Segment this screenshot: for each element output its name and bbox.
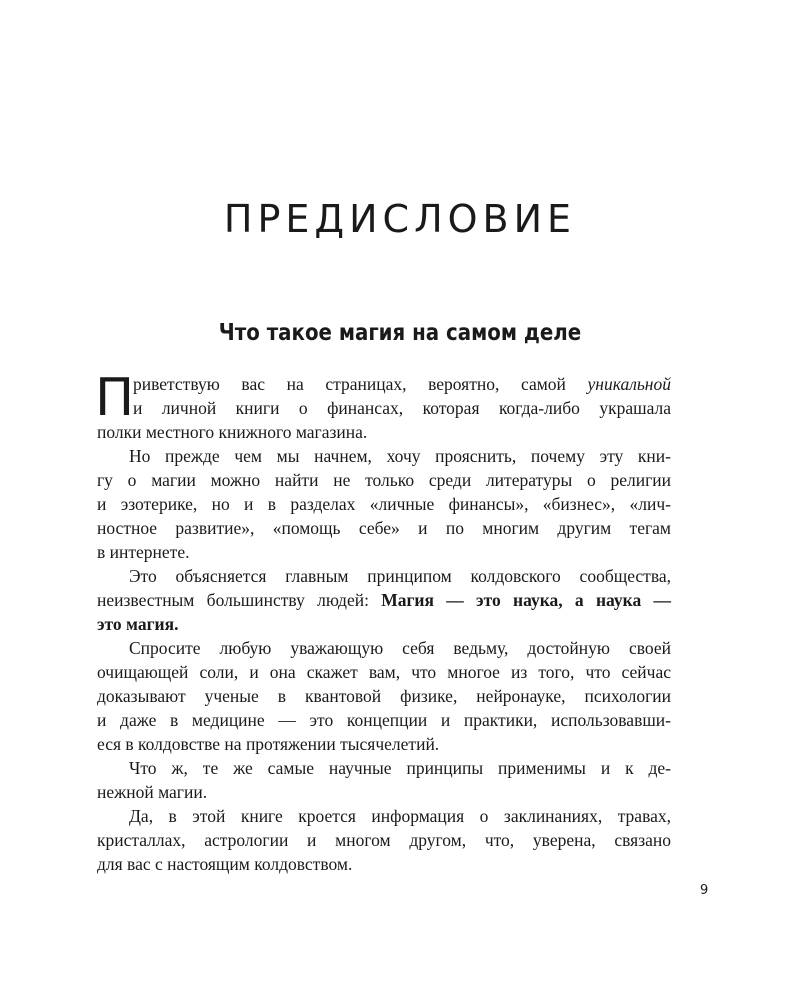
paragraph-1-line-1: риветствую вас на страницах, вероятно, самой уникальной [133,374,671,394]
paragraph-3-line-2: неизвестным большинству людей: Магия — это наука, а наука — [97,590,671,610]
bold-statement-end: это магия. [97,614,179,634]
section-title: Что такое магия на самом деле [218,320,582,346]
page-number: 9 [700,883,709,898]
paragraph-6-line-2: кристаллах, астрологии и многом другом, что, уверена, связано [97,830,671,850]
paragraph-1-line-3: полки местного книжного магазина. [97,422,368,442]
paragraph-2-line-4: ностное развитие», «помощь себе» и по многим другим тегам [97,518,671,538]
paragraph-2-line-5: в интернете. [97,542,190,562]
paragraph-4-line-3: доказывают ученые в квантовой физике, нейронауке, психологии [97,686,671,706]
paragraph-4-line-5: еся в колдовстве на протяжении тысячелетий. [97,734,440,754]
paragraph-2-line-1: Но прежде чем мы начнем, хочу прояснить, почему эту кни- [129,446,671,466]
chapter-title: ПРЕДИСЛОВИЕ [223,197,577,241]
paragraph-4-line-1: Спросите любую уважающую себя ведьму, достойную своей [129,638,671,658]
paragraph-4-line-4: и даже в медицине — это концепции и практики, использовавши- [97,710,671,730]
paragraph-2-line-3: и эзотерике, но и в разделах «личные финансы», «бизнес», «лич- [97,494,671,514]
paragraph-3-line-1: Это объясняется главным принципом колдовского сообщества, [129,566,671,586]
paragraph-5-line-2: нежной магии. [97,782,208,802]
paragraph-5-line-1: Что ж, те же самые научные принципы применимы и к де- [129,758,671,778]
emphasis-unique: уникальной [587,374,671,394]
paragraph-2-line-2: гу о магии можно найти не только среди литературы о религии [97,470,671,490]
bold-statement: Магия — это наука, а наука — [381,590,671,610]
paragraph-3-line-3 [97,612,178,636]
paragraph-6-line-3: для вас с настоящим колдовством. [97,854,353,874]
paragraph-4-line-2: очищающей соли, и она скажет вам, что многое из того, что сейчас [97,662,671,682]
drop-cap: П [95,368,135,428]
paragraph-1-line-2: и личной книги о финансах, которая когда-либо украшала [133,398,671,418]
paragraph-6-line-1: Да, в этой книге кроется информация о заклинаниях, травах, [129,806,671,826]
